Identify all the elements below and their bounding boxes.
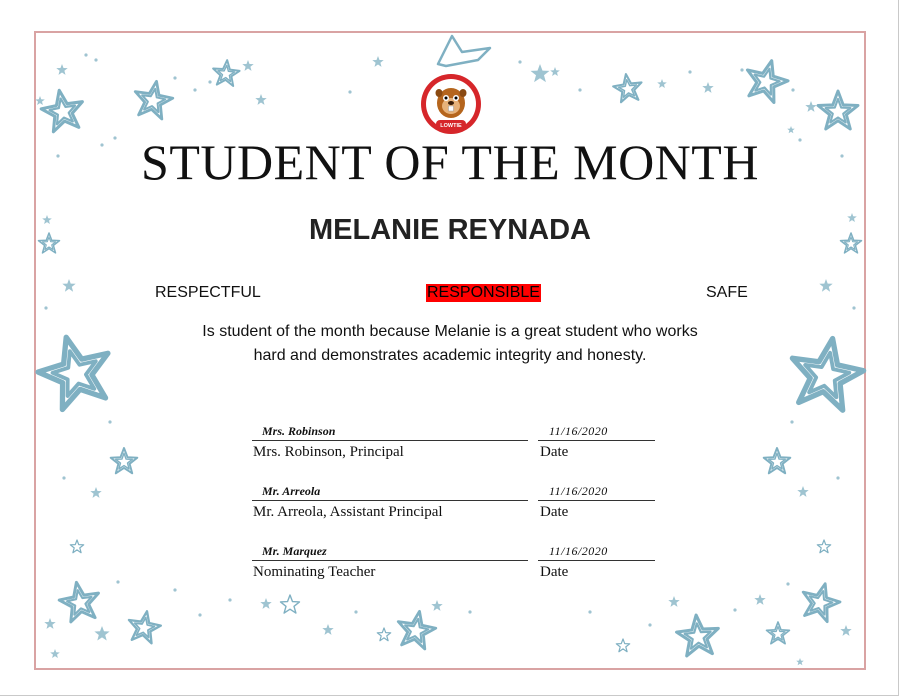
- star-icon: [129, 611, 161, 643]
- star-icon: [398, 611, 436, 649]
- star-icon: [372, 56, 383, 67]
- signature-teacher: Mr. Marquez: [262, 544, 327, 558]
- star-icon: [62, 279, 75, 292]
- signature-line: [252, 500, 528, 501]
- star-dot: [688, 70, 691, 73]
- date-line: [538, 500, 655, 501]
- signature-line: [252, 440, 528, 441]
- star-dot: [852, 306, 855, 309]
- star-icon: [322, 624, 333, 635]
- star-dot: [733, 608, 736, 611]
- star-icon: [135, 81, 173, 119]
- star-icon: [56, 64, 67, 75]
- value-responsible-highlighted: RESPONSIBLE: [427, 284, 540, 301]
- star-dot: [62, 476, 65, 479]
- star-icon: [702, 82, 713, 93]
- star-icon: [754, 594, 765, 605]
- star-icon: [255, 94, 266, 105]
- star-icon: [94, 626, 109, 641]
- star-dot: [468, 610, 471, 613]
- signature-date-principal: 11/16/2020: [549, 424, 608, 438]
- star-dot: [94, 58, 97, 61]
- star-dot: [348, 90, 351, 93]
- star-dot: [116, 580, 119, 583]
- ribbon-star-icon: [438, 36, 490, 66]
- signature-principal: Mrs. Robinson: [262, 424, 336, 438]
- signature-date-teacher: 11/16/2020: [549, 544, 608, 558]
- signature-date-assistant-principal: 11/16/2020: [549, 484, 608, 498]
- star-dot: [173, 76, 176, 79]
- star-icon: [748, 61, 789, 103]
- star-dot: [836, 476, 839, 479]
- star-dot: [228, 598, 231, 601]
- star-dot: [84, 53, 87, 56]
- star-dot: [354, 610, 357, 613]
- star-icon: [792, 339, 863, 411]
- star-dot: [173, 588, 176, 591]
- star-dot: [578, 88, 581, 91]
- value-safe: SAFE: [706, 284, 748, 301]
- star-dot: [790, 420, 793, 423]
- star-icon: [616, 639, 629, 652]
- signature-line: [252, 560, 528, 561]
- star-icon: [840, 625, 851, 636]
- star-icon: [41, 90, 82, 132]
- reason-line-1: Is student of the month because Melanie is a great student who works: [202, 323, 698, 340]
- star-icon: [668, 596, 679, 607]
- star-icon: [213, 60, 240, 86]
- school-logo: [420, 73, 482, 135]
- signer-label-principal: Mrs. Robinson, Principal: [253, 444, 404, 460]
- star-icon: [90, 487, 101, 498]
- star-dot: [786, 582, 789, 585]
- star-dot: [108, 420, 111, 423]
- signer-label-assistant-principal: Mr. Arreola, Assistant Principal: [253, 504, 443, 520]
- star-icon: [797, 486, 808, 497]
- star-dot: [198, 613, 201, 616]
- star-dot: [740, 68, 743, 71]
- star-icon: [817, 540, 830, 553]
- star-icon: [818, 91, 858, 129]
- date-label: Date: [540, 444, 569, 460]
- reason-line-2: hard and demonstrates academic integrity and honesty.: [253, 347, 647, 364]
- date-label: Date: [540, 564, 569, 580]
- date-line: [538, 560, 655, 561]
- star-icon: [767, 622, 790, 644]
- signer-label-teacher: Nominating Teacher: [253, 564, 376, 580]
- star-icon: [819, 279, 832, 292]
- star-icon: [803, 584, 840, 622]
- star-icon: [431, 600, 442, 611]
- star-icon: [613, 74, 641, 102]
- star-icon: [242, 60, 253, 71]
- star-icon: [38, 337, 108, 409]
- star-dot: [518, 60, 521, 63]
- date-line: [538, 440, 655, 441]
- date-label: Date: [540, 504, 569, 520]
- star-dot: [44, 306, 47, 309]
- star-dot: [193, 88, 196, 91]
- star-dot: [208, 80, 211, 83]
- star-icon: [281, 595, 300, 613]
- logo-text: LOWTIE: [440, 123, 462, 129]
- star-icon: [805, 101, 816, 112]
- star-icon: [111, 448, 138, 473]
- star-dot: [648, 623, 651, 626]
- star-icon: [35, 96, 45, 105]
- beaver-mascot-logo-icon: [420, 73, 482, 135]
- star-icon: [550, 67, 560, 76]
- star-icon: [531, 64, 550, 82]
- signature-assistant-principal: Mr. Arreola: [262, 484, 321, 498]
- star-icon: [50, 649, 60, 658]
- star-dot: [791, 88, 794, 91]
- star-icon: [260, 598, 271, 609]
- star-icon: [59, 582, 98, 622]
- certificate-title: STUDENT OF THE MONTH: [141, 134, 759, 190]
- star-icon: [764, 448, 791, 473]
- student-name: MELANIE REYNADA: [309, 214, 591, 246]
- value-respectful: RESPECTFUL: [155, 284, 261, 301]
- star-icon: [70, 540, 83, 553]
- star-dot: [588, 610, 591, 613]
- star-icon: [377, 628, 390, 641]
- star-icon: [44, 618, 55, 629]
- star-icon: [657, 79, 667, 88]
- star-icon: [796, 658, 804, 665]
- star-icon: [677, 615, 719, 656]
- reason-text: [150, 320, 750, 368]
